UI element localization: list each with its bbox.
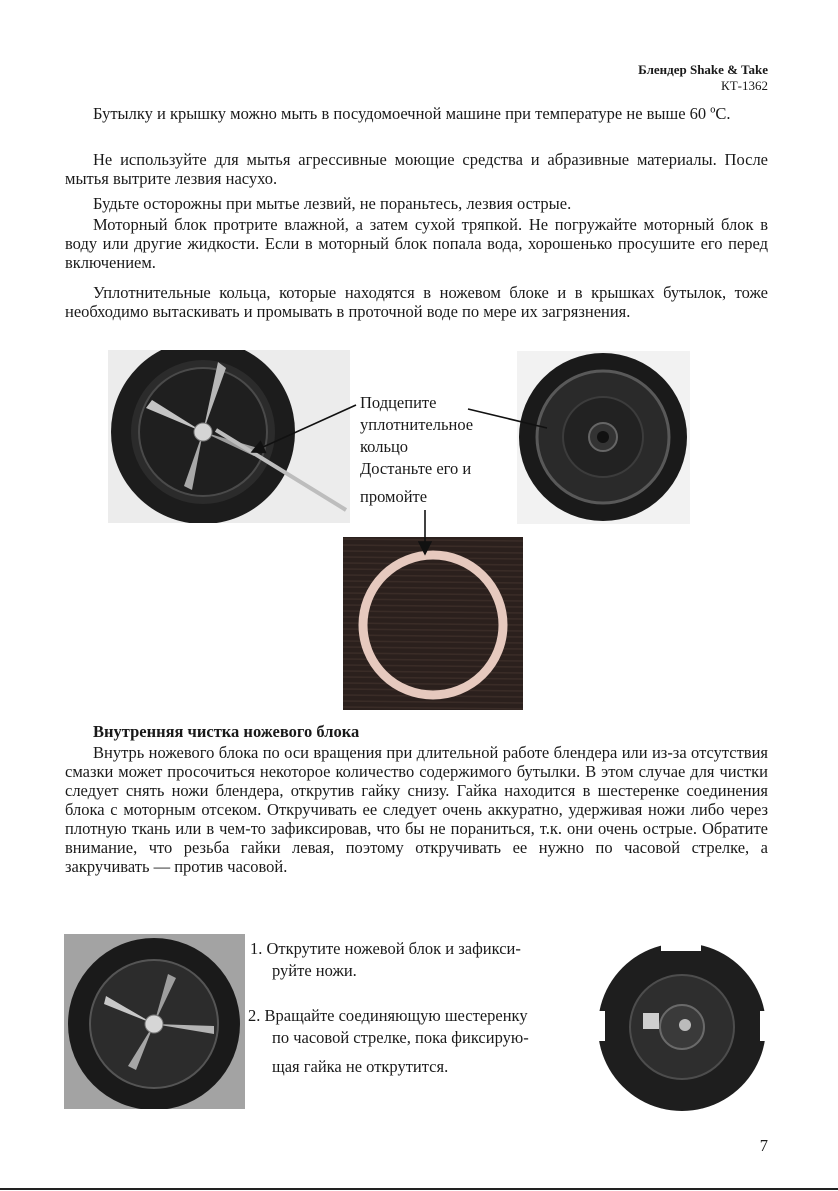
callout-line-4: Достаньте его и xyxy=(360,459,472,478)
header-title: Блендер Shake & Take xyxy=(638,62,768,77)
paragraph-dishwasher: Бутылку и крышку можно мыть в посудомоечной машине при температуре не выше 60 ºС. xyxy=(93,104,731,123)
step-2-line-1: 2. Вращайте соединяющую шестеренку xyxy=(248,1006,528,1025)
callout-line-2: уплотнительное xyxy=(360,415,474,434)
callout-line-5: промойте xyxy=(360,487,428,506)
header-model: КТ-1362 xyxy=(721,78,768,93)
page-bottom-rule xyxy=(0,1188,838,1190)
paragraph-seal-rings: Уплотнительные кольца, которые находятся в ножевом блоке и в крышках бутылок, тоже необходимо вытаскивать и промывать в проточной воде по мере их загрязнения. xyxy=(65,283,768,321)
step-2-line-2: по часовой стрелке, пока фиксирую- xyxy=(272,1028,529,1047)
paragraph-motor-block: Моторный блок протрите влажной, а затем сухой тряпкой. Не погружайте моторный блок в воду или другие жидкости. Если в моторный блок попала вода, хорошенько просушите его перед включением. xyxy=(65,215,768,272)
callout-line-3: кольцо xyxy=(360,437,409,456)
arrow-to-cap xyxy=(468,409,547,428)
page-number: 7 xyxy=(759,1136,768,1155)
section-heading: Внутренняя чистка ножевого блока xyxy=(93,722,360,741)
step-2-line-3: щая гайка не открутится. xyxy=(272,1057,449,1076)
callout-line-1: Подцепите xyxy=(360,393,437,412)
paragraph-blade-caution: Будьте осторожны при мытье лезвий, не пораньтесь, лезвия острые. xyxy=(93,194,572,213)
paragraph-detergents: Не используйте для мытья агрессивные моющие средства и абразивные материалы. После мытья вытрите лезвия насухо. xyxy=(65,150,768,188)
arrow-to-blade xyxy=(252,405,356,452)
photo-blade-bottom-gear xyxy=(589,939,776,1111)
photo-blade-top xyxy=(64,934,245,1109)
section-body: Внутрь ножевого блока по оси вращения при длительной работе блендера или из-за отсутствия смазки может просочиться некоторое количество содержимого бутылки. В этом случае для чистки следует снять ножи блендера, открутив гайку снизу. Гайка находится в шестеренке соединения блока с моторным отсеком. Откручивать ее следует очень аккуратно, удерживая ножи либо через плотную ткань или в чем-то зафиксировав, что бы не пораниться, т.к. они очень острые. Обратите внимание, что резьба гайки левая, поэтому откручивать ее нужно по часовой стрелке, а закручивать — против часовой. xyxy=(65,743,768,876)
step-1-line-1: 1. Открутите ножевой блок и зафикси- xyxy=(250,939,521,958)
step-1-line-2: руйте ножи. xyxy=(272,961,357,980)
